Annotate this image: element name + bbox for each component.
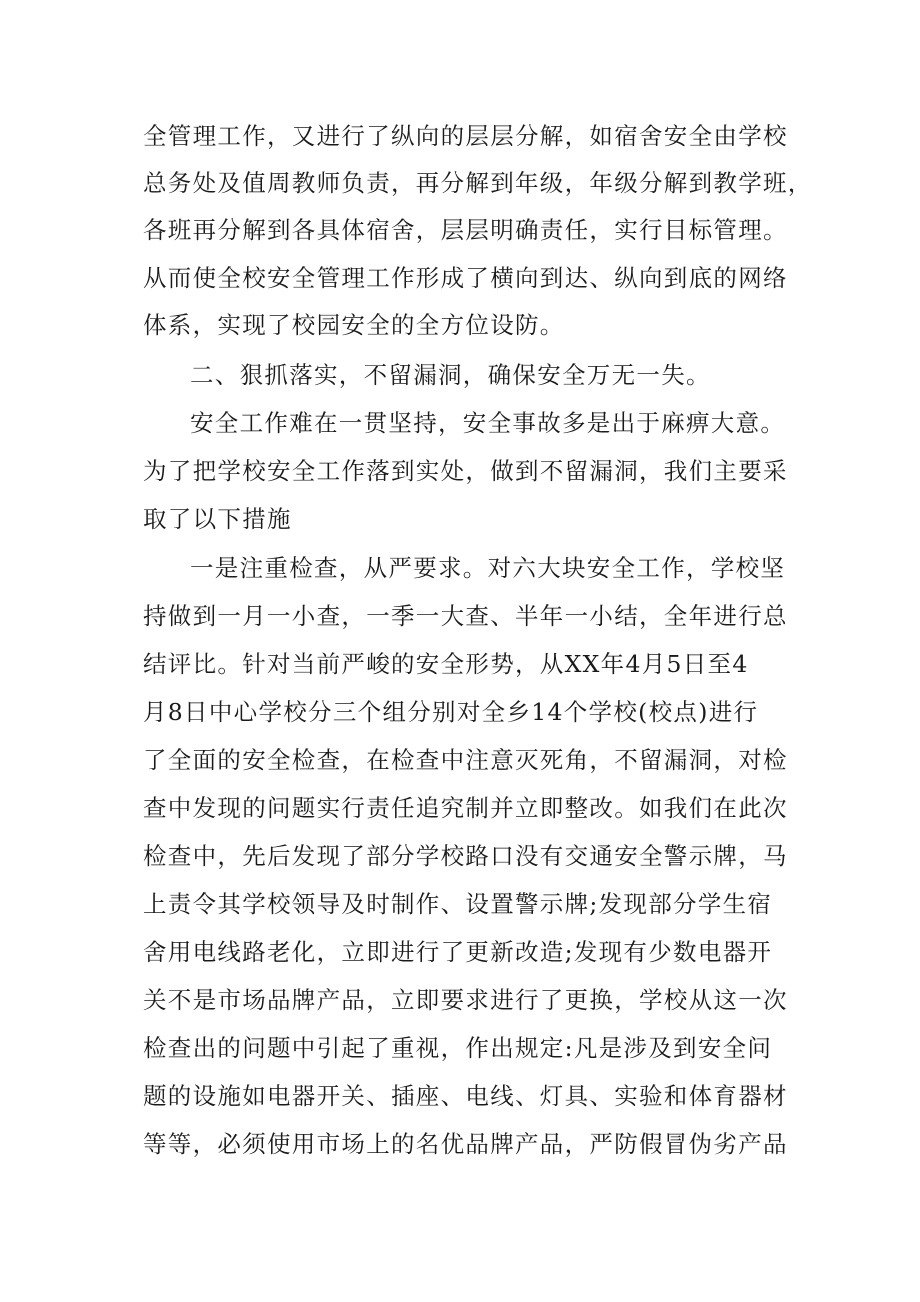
text-line-21: 题的设施如电器开关、插座、电线、灯具、实验和体育器材 xyxy=(143,1082,788,1110)
text-line-2: 总务处及值周教师负责，再分解到年级，年级分解到教学班， xyxy=(143,169,813,197)
text-line-7: 安全工作难在一贯坚持，安全事故多是出于麻痹大意。 xyxy=(190,409,786,437)
text-line-16: 检查中，先后发现了部分学校路口没有交通安全警示牌，马 xyxy=(143,842,788,870)
text-line-20: 检查出的问题中引起了重视，作出规定:凡是涉及到安全问 xyxy=(143,1034,773,1062)
text-line-11: 持做到一月一小查，一季一大查、半年一小结，全年进行总 xyxy=(143,602,788,630)
text-line-19: 关不是市场品牌产品，立即要求进行了更换，学校从这一次 xyxy=(143,986,788,1014)
text-line-18: 舍用电线路老化，立即进行了更新改造;发现有少数电器开 xyxy=(143,938,773,966)
text-line-10: 一是注重检查，从严要求。对六大块安全工作，学校坚 xyxy=(190,554,786,582)
text-line-22: 等等，必须使用市场上的名优品牌产品，严防假冒伪劣产品 xyxy=(143,1130,788,1158)
text-line-9: 取了以下措施 xyxy=(143,505,292,533)
text-line-15: 查中发现的问题实行责任追究制并立即整改。如我们在此次 xyxy=(143,794,788,822)
text-line-12: 结评比。针对当前严峻的安全形势，从XX年4月5日至4 xyxy=(143,650,749,678)
text-line-4: 从而使全校安全管理工作形成了横向到达、纵向到底的网络 xyxy=(143,264,788,292)
text-line-1: 全管理工作，又进行了纵向的层层分解，如宿舍安全由学校 xyxy=(143,122,788,150)
text-line-14: 了全面的安全检查，在检查中注意灭死角，不留漏洞，对检 xyxy=(143,746,788,774)
text-line-17: 上责令其学校领导及时制作、设置警示牌;发现部分学生宿 xyxy=(143,890,773,918)
text-line-3: 各班再分解到各具体宿舍，层层明确责任，实行目标管理。 xyxy=(143,216,788,244)
section-heading: 二、狠抓落实，不留漏洞，确保安全万无一失。 xyxy=(190,361,711,389)
text-line-8: 为了把学校安全工作落到实处，做到不留漏洞，我们主要采 xyxy=(143,457,788,485)
text-line-5: 体系，实现了校园安全的全方位设防。 xyxy=(143,311,565,339)
text-line-13: 月8日中心学校分三个组分别对全乡14个学校(校点)进行 xyxy=(143,698,759,726)
